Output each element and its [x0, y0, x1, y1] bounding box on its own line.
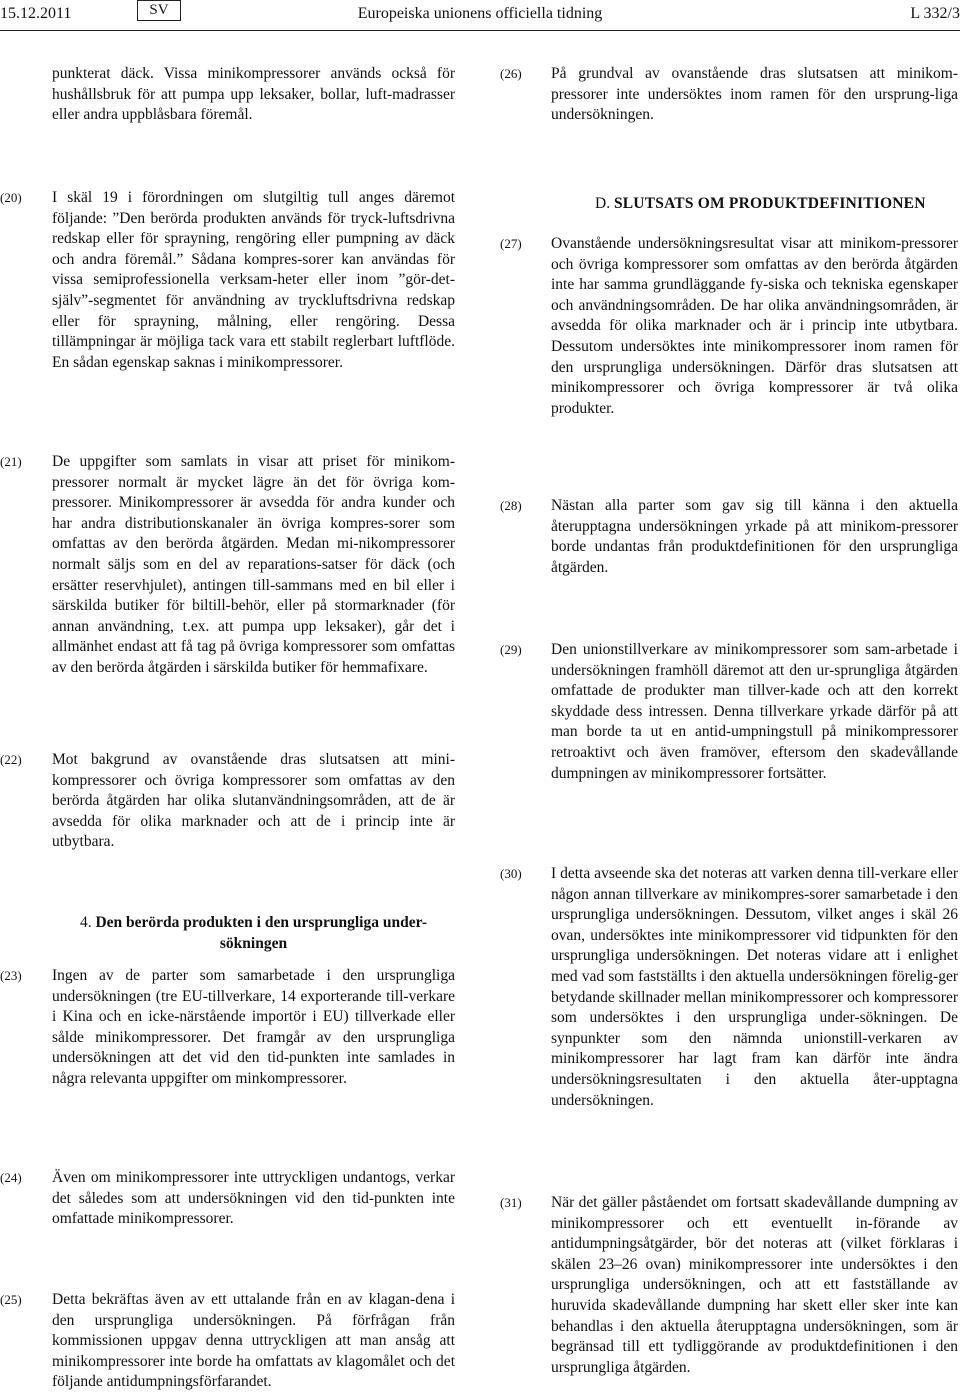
recital-28: Nästan alla parter som gav sig till känna i den aktuella återupptagna undersökningen yrkade på att minikom-pressorer borde undantas från produktdefinitionen för den ursprungliga åtgärden.: [551, 497, 958, 576]
recital-number-27: (27): [500, 236, 522, 251]
recital-number-24: (24): [0, 1170, 22, 1185]
language-badge: SV: [137, 0, 181, 21]
recital-26: På grundval av ovanstående dras slutsatsen att minikom-pressorer inte undersöktes inom ramen för den ursprung-liga undersökningen.: [551, 65, 958, 124]
recital-number-21: (21): [0, 454, 22, 469]
recital-29: Den unionstillverkare av minikompressorer som sam-arbetade i undersökningen framhöll däremot att den ur-sprungliga åtgärden omfattade de produkter man tillver-kade och att den korrekt skyddade dess intressen. Denna tillverkare yrkade därför på att man borde ta ut en antid-umpningstull på minikompressorer retroaktivt och även framöver, eftersom den skadevållande dumpningen av minikompressorer fortsätter.: [551, 641, 958, 782]
section-title: SLUTSATS OM PRODUKTDEFINITIONEN: [613, 195, 926, 212]
recital-number-20: (20): [0, 190, 22, 205]
recital-number-28: (28): [500, 498, 522, 513]
recital-30: I detta avseende ska det noteras att varken denna till-verkare eller någon annan tillverkare av minikompres-sorer samarbetade i den ursprungliga undersökningen. Dessutom, vilket anges i skäl 26 ovan, undersöktes inte minikompressorer vid tidpunkten för den ursprungliga undersökningen. Det noteras vidare att i enlighet med vad som fastställts i den aktuella undersökningen förelig-ger betydande skillnader mellan minikompressorer och kompressorer som undersöktes i den ursprungliga under-sökningen. De synpunkter som den nämnda unionstill-verkaren av minikompressorer har lagt fram kan därför inte ändra undersökningsresultaten i den aktuella åter-upptagna undersökningen.: [551, 865, 958, 1109]
recital-31: När det gäller påståendet om fortsatt skadevållande dumpning av minikompressorer och ett eventuellt in-förande av antidumpningsåtgärder, bör det noteras att (vilket förklaras i skälen 23–26 ovan) minikompressorer inte undersöktes i den ursprungliga undersökningen, och att ett fastställande av huruvida skadevållande dumpning har skett eller sker inte kan behandlas i den aktuella återupptagna undersökningen, som är begränsad till ett tydliggörande av produktdefinitionen i den ursprungliga åtgärden.: [551, 1194, 958, 1376]
recital-20: I skäl 19 i förordningen om slutgiltig tull anges däremot följande: ”Den berörda produkten används för tryck-luftsdrivna redskap eller för sprayning, rengöring eller pumpning av däck och andra föremål.” Sådana kompres-sorer kan användas för vissa semiprofessionella verksam-heter eller inom ”gör-det-själv”-segmentet för användning av tryckluftsdrivna redskap eller för sprayning, målning, eller rengöring. Dessa tillämpningar är möjliga tack vara ett stabilt reglerbart luftflöde. En sådan egenskap saknas i minikompressorer.: [52, 189, 455, 371]
section-heading-4: [52, 913, 455, 954]
recital-number-30: (30): [500, 866, 522, 881]
section-heading-title-line1: Den berörda produkten i den ursprungliga under-: [95, 914, 428, 931]
header-date: 15.12.2011: [0, 5, 72, 22]
recital-number-22: (22): [0, 752, 22, 767]
recital-number-29: (29): [500, 642, 522, 657]
recital-number-26: (26): [500, 66, 522, 81]
journal-header: [0, 0, 960, 31]
publication-title: Europeiska unionens officiella tidning: [357, 5, 603, 22]
recital-27: Ovanstående undersökningsresultat visar att minikom-pressorer och övriga kompressorer som omfattas av den berörda åtgärden inte har samma grundläggande fy-siska och tekniska egenskaper och användningsområden. De har olika användningsområden, är avsedda för olika marknader och är i princip inte utbytbara. Dessutom undersöktes inte minikompressorer inom ramen för den ursprungliga undersökningen. Därför dras slutsatsen att minikompressorer och övriga kompressorer är två olika produkter.: [551, 235, 958, 417]
recital-25: Detta bekräftas även av ett uttalande från en av klagan-dena i den ursprungliga undersökningen. På förfrågan från kommissionen uppgav denna uttryckligen att man ansåg att minikompressorer inte borde ha omfattats av klagomålet och det följande antidumpningsförfarandet.: [52, 1291, 455, 1391]
recital-22: Mot bakgrund av ovanstående dras slutsatsen att mini-kompressorer och övriga kompressorer som omfattas av den berörda åtgärden har olika slutanvändningsområden, att de är avsedda för olika marknader och att de i princip inte är utbytbara.: [52, 751, 455, 851]
continued-paragraph: punkterat däck. Vissa minikompressorer används också för hushållsbruk för att pumpa upp leksaker, bollar, luft-madrasser eller andra uppblåsbara föremål.: [52, 65, 455, 124]
recital-23: Ingen av de parter som samarbetade i den ursprungliga undersökningen (tre EU-tillverkare, 14 exporterande till-verkare i Kina och en icke-närstående importör i EU) tillverkade eller sålde minikompressorer. Det framgår av den ursprungliga undersökningen att det vid den tid-punkten inte samlades in några relevanta uppgifter om minkompressorer.: [52, 967, 455, 1087]
recital-number-23: (23): [0, 968, 22, 983]
section-heading-number: 4.: [79, 914, 92, 931]
section-heading-title-line2: sökningen: [219, 934, 288, 952]
recital-number-25: (25): [0, 1292, 22, 1307]
section-heading-d: [595, 194, 926, 215]
section-letter: D.: [595, 195, 611, 212]
recital-21: De uppgifter som samlats in visar att priset för minikom-pressorer normalt är mycket lägre än det för övriga kom-pressorer. Minikompressorer är avsedda för andra kunder och har andra distributionskanaler än övriga kompres-sorer som omfattas av den berörda åtgärden. Medan mi-nikompressorer normalt säljs som en del av reparations-satser för däck (och ersätter reservhjulet), antingen till-sammans med en bil eller i särskilda butiker för biltill-behör, eller på stormarknader (för annan användning, t.ex. att pumpa upp leksaker), går det i allmänhet endast att få tag på övriga kompressorer som omfattas av den berörda åtgärden i särskilda butiker för hemmafixare.: [52, 453, 455, 676]
recital-number-31: (31): [500, 1195, 522, 1210]
page-reference: L 332/3: [910, 5, 960, 22]
recital-24: Även om minikompressorer inte uttryckligen undantogs, verkar det således som att undersökningen vid den tid-punkten inte omfattade minikompressorer.: [52, 1169, 455, 1228]
